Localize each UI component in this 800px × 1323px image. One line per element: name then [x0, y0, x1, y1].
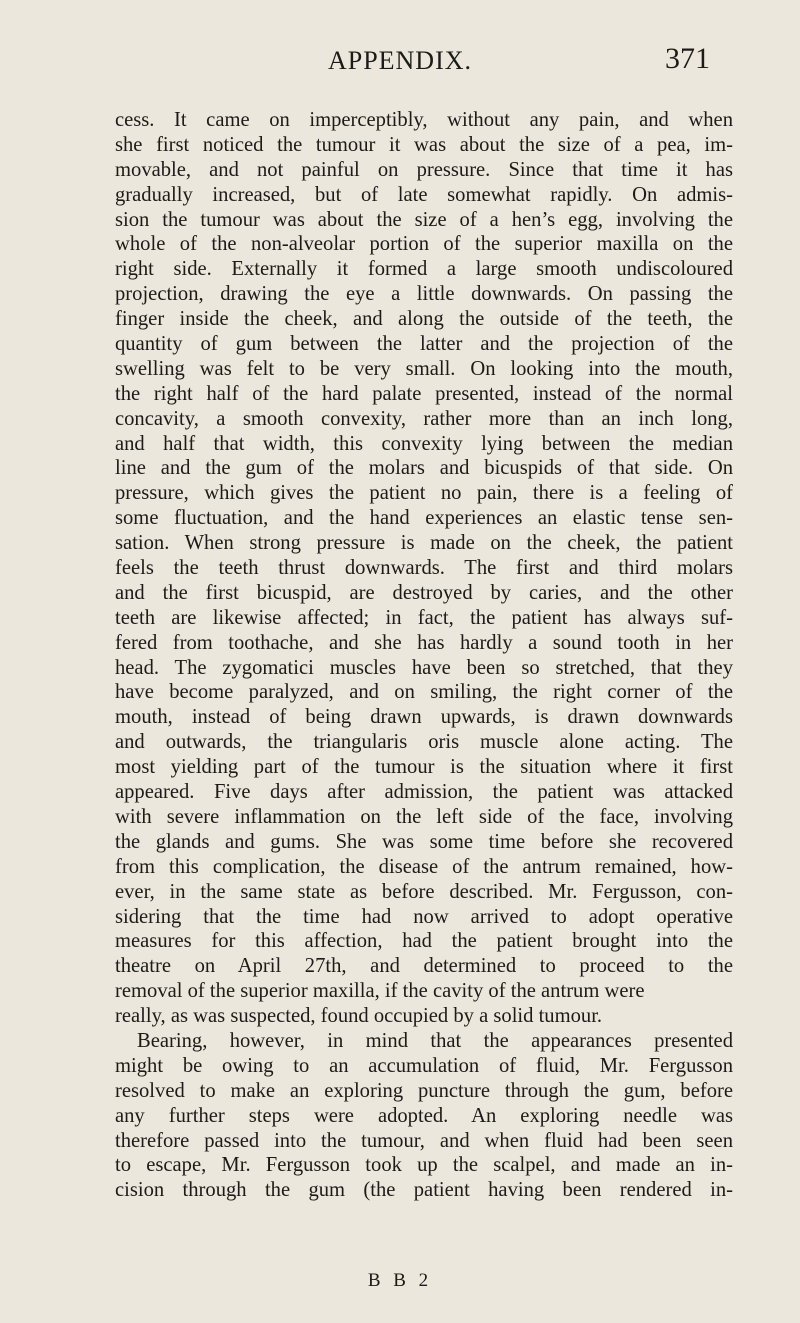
text-line: from this complication, the disease of the antrum remained, how-	[115, 855, 733, 878]
text-line: teeth are likewise affected; in fact, the patient has always suf-	[115, 606, 733, 629]
text-line: some fluctuation, and the hand experiences an elastic tense sen-	[115, 507, 733, 530]
text-line: sidering that the time had now arrived to adopt operative	[115, 905, 733, 928]
running-head: APPENDIX.	[327, 46, 473, 75]
text-line: she first noticed the tumour it was about the size of a pea, im-	[115, 133, 733, 156]
text-line: the glands and gums. She was some time before she recovered	[115, 830, 733, 853]
text-line: any further steps were adopted. An exploring needle was	[115, 1104, 733, 1127]
text-line: whole of the non-alveolar portion of the superior maxilla on the	[115, 233, 733, 256]
text-line: measures for this affection, had the patient brought into the	[115, 930, 733, 953]
text-line: gradually increased, but of late somewhat rapidly. On admis-	[115, 183, 733, 206]
body-text	[115, 108, 733, 1203]
text-line: and the first bicuspid, are destroyed by caries, and the other	[115, 581, 733, 604]
text-line: appeared. Five days after admission, the patient was attacked	[115, 781, 733, 804]
text-line: line and the gum of the molars and bicuspids of that side. On	[115, 457, 733, 480]
text-line: swelling was felt to be very small. On looking into the mouth,	[115, 357, 733, 380]
text-line: feels the teeth thrust downwards. The first and third molars	[115, 557, 733, 580]
text-line: ever, in the same state as before described. Mr. Fergusson, con-	[115, 880, 733, 903]
page-header	[0, 42, 800, 86]
text-line: have become paralyzed, and on smiling, the right corner of the	[115, 681, 733, 704]
text-line: mouth, instead of being drawn upwards, is drawn downwards	[115, 706, 733, 729]
text-line: cision through the gum (the patient having been rendered in-	[115, 1179, 733, 1202]
text-line: most yielding part of the tumour is the situation where it first	[115, 756, 733, 779]
text-line: resolved to make an exploring puncture through the gum, before	[115, 1079, 733, 1102]
text-line: the right half of the hard palate presented, instead of the normal	[115, 382, 733, 405]
text-line: pressure, which gives the patient no pain, there is a feeling of	[115, 482, 733, 505]
text-line: movable, and not painful on pressure. Since that time it has	[115, 158, 733, 181]
text-line: cess. It came on imperceptibly, without any pain, and when	[115, 109, 733, 131]
text-line: finger inside the cheek, and along the outside of the teeth, the	[115, 308, 733, 331]
text-line: theatre on April 27th, and determined to proceed to the	[115, 955, 733, 978]
text-line: to escape, Mr. Fergusson took up the scalpel, and made an in-	[115, 1154, 733, 1177]
text-line: quantity of gum between the latter and the projection of the	[115, 333, 733, 356]
text-line: concavity, a smooth convexity, rather more than an inch long,	[115, 407, 733, 430]
text-line: right side. Externally it formed a large smooth undiscoloured	[115, 258, 733, 281]
signature-mark: B B 2	[367, 1270, 433, 1291]
text-line: fered from toothache, and she has hardly a sound tooth in her	[115, 631, 733, 654]
text-line: might be owing to an accumulation of fluid, Mr. Fergusson	[115, 1054, 733, 1077]
text-line: and outwards, the triangularis oris muscle alone acting. The	[115, 731, 733, 754]
text-line: sion the tumour was about the size of a hen’s egg, involving the	[115, 208, 733, 231]
text-line: projection, drawing the eye a little downwards. On passing the	[115, 283, 733, 306]
text-line: sation. When strong pressure is made on the cheek, the patient	[115, 532, 733, 555]
text-line: really, as was suspected, found occupied by a solid tumour.	[115, 1005, 603, 1028]
text-line: and half that width, this convexity lying between the median	[115, 432, 733, 455]
text-line: with severe inflammation on the left side of the face, involving	[115, 805, 733, 828]
text-line: removal of the superior maxilla, if the cavity of the antrum were	[115, 980, 645, 1003]
text-line: therefore passed into the tumour, and when fluid had been seen	[115, 1129, 733, 1152]
text-line: Bearing, however, in mind that the appearances presented	[137, 1029, 733, 1052]
text-line: head. The zygomatici muscles have been so stretched, that they	[115, 656, 733, 679]
page-number: 371	[665, 42, 710, 75]
